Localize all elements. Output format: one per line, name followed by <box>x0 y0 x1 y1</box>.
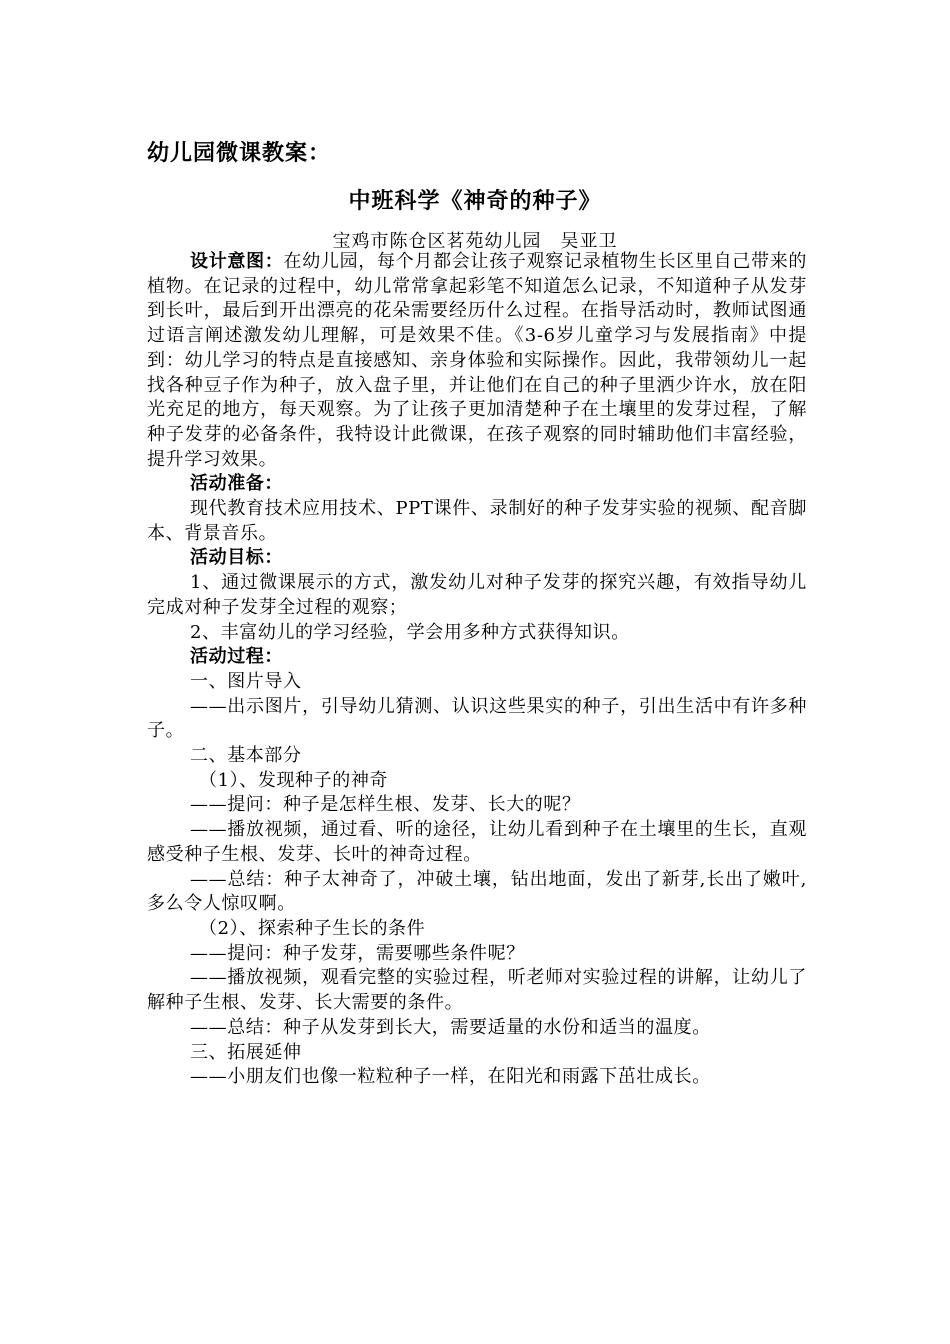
goal-item: 2、丰富幼儿的学习经验，学会用多种方式获得知识。 <box>190 621 630 643</box>
process-line: 二、基本部分 <box>190 745 302 767</box>
process-line: （1）、发现种子的神奇 <box>199 769 389 791</box>
intent-label: 设计意图： <box>190 251 284 272</box>
process-line: 一、图片导入 <box>190 670 302 692</box>
process-line: ——提问：种子是怎样生根、发芽、长大的呢？ <box>190 794 581 816</box>
intent-paragraph <box>147 250 807 472</box>
document-heading: 幼儿园微课教案： <box>147 141 332 166</box>
process-line: ——小朋友们也像一粒粒种子一样，在阳光和雨露下茁壮成长。 <box>190 1066 711 1088</box>
process-line: ——出示图片，引导幼儿猜测、认识这些果实的种子，引出生活中有许多种子。 <box>147 695 807 742</box>
process-line: ——播放视频，观看完整的实验过程，听老师对实验过程的讲解，让幼儿了解种子生根、发芽、长大需要的条件。 <box>147 967 807 1014</box>
prep-label: 活动准备： <box>190 473 283 495</box>
process-label: 活动过程： <box>190 646 283 668</box>
goals-label: 活动目标： <box>190 547 283 569</box>
prep-text: 现代教育技术应用技术、PPT课件、录制好的种子发芽实验的视频、配音脚本、背景音乐。 <box>147 498 807 544</box>
lesson-title: 中班科学《神奇的种子》 <box>348 189 602 214</box>
process-line: ——总结：种子太神奇了，冲破土壤，钻出地面，发出了新芽,长出了嫩叶,多么令人惊叹啊。 <box>147 868 807 915</box>
intent-text: 在幼儿园，每个月都会让孩子观察记录植物生长区里自己带来的植物。在记录的过程中，幼儿常常拿起彩笔不知道怎么记录，不知道种子从发芽到长叶，最后到开出漂亮的花朵需要经历什么过程。在指导活动时，教师试图通过语言阐述激发幼儿理解，可是效果不佳。《3-6岁儿童学习与发展指南》中提到：幼儿学习的特点是直接感知、亲身体验和实际操作。因此，我带领幼儿一起找各种豆子作为种子，放入盘子里，并让他们在自己的种子里洒少许水，放在阳光充足的地方，每天观察。为了让孩子更加清楚种子在土壤里的发芽过程，了解种子发芽的必备条件，我特设计此微课，在孩子观察的同时辅助他们丰富经验，提升学习效果。 <box>147 251 807 470</box>
process-line: ——提问：种子发芽，需要哪些条件呢？ <box>190 942 525 964</box>
author-line: 宝鸡市陈仓区茗苑幼儿园 吴亚卫 <box>332 231 618 252</box>
goal-item: 1、通过微课展示的方式，激发幼儿对种子发芽的探究兴趣，有效指导幼儿完成对种子发芽全过程的观察； <box>147 572 807 618</box>
process-line: （2）、探索种子生长的条件 <box>199 917 426 939</box>
process-line: 三、拓展延伸 <box>190 1041 302 1063</box>
process-line: ——播放视频，通过看、听的途径，让幼儿看到种子在土壤里的生长，直观感受种子生根、发芽、长叶的神奇过程。 <box>147 819 807 865</box>
document-body <box>147 250 807 1090</box>
process-line: ——总结：种子从发芽到长大，需要适量的水份和适当的温度。 <box>190 1016 711 1038</box>
